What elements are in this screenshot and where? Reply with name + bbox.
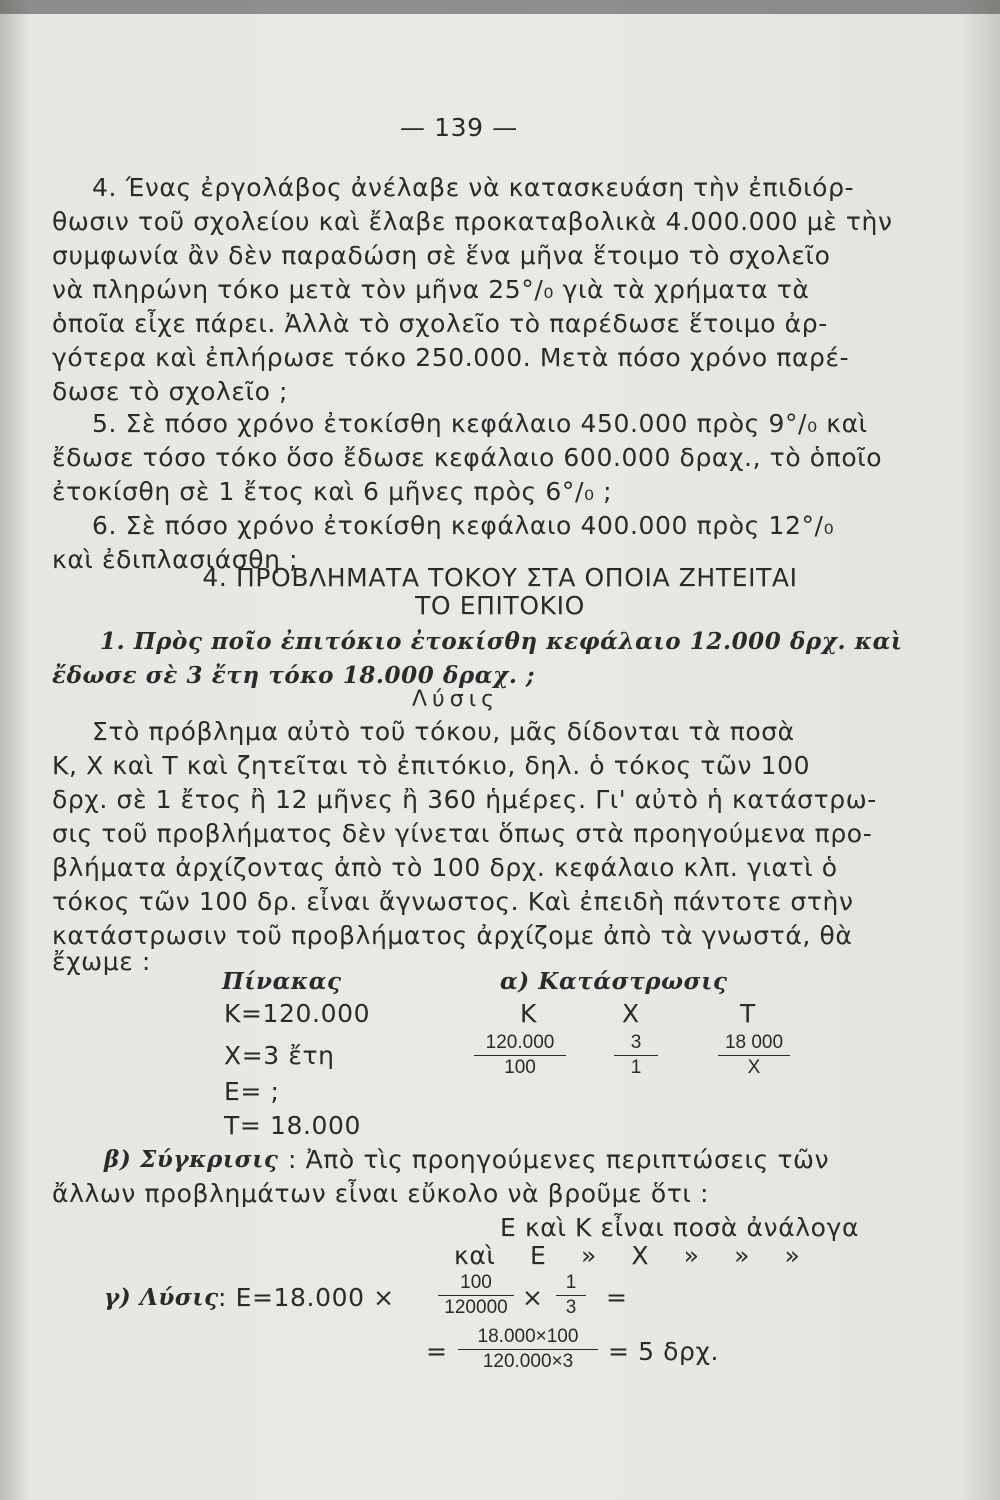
table-row: Κ=120.000: [224, 999, 371, 1028]
calc-result: = 5 δρχ.: [608, 1337, 720, 1366]
fraction-denominator: 120000: [444, 1297, 508, 1318]
problem6-line: 6. Σὲ πόσο χρόνο ἐτοκίσθη κεφάλαιο 400.000 πρὸς 12°/₀: [92, 511, 835, 540]
fraction-numerator: 1: [556, 1272, 586, 1296]
problem4-line: 4. Ένας ἐργολάβος ἀνέλαβε νὰ κατασκευάση τὴν ἐπιδιόρ-: [92, 173, 855, 202]
solution-line: κατάστρωσιν τοῦ προβλήματος ἀρχίζομε ἀπὸ τὰ γνωστά, θὰ: [52, 921, 853, 950]
fraction-numerator: 18.000×100: [458, 1326, 598, 1350]
fraction: [614, 1032, 658, 1079]
katastrosis-header: Τ: [740, 999, 756, 1028]
fraction-denominator: Χ: [747, 1057, 761, 1078]
comparison-line: ἄλλων προβλημάτων εἶναι εὔκολο νὰ βροῦμε ὅτι :: [52, 1179, 709, 1208]
fraction-numerator: 3: [614, 1032, 658, 1056]
fraction-denominator: 100: [504, 1057, 536, 1078]
problem5-line: ἔδωσε τόσο τόκο ὅσο ἔδωσε κεφάλαιο 600.000 δραχ., τὸ ὁποῖο: [52, 443, 883, 472]
fraction-denominator: 1: [630, 1057, 642, 1078]
problem4-line: ὁποῖα εἶχε πάρει. Ἀλλὰ τὸ σχολεῖο τὸ παρέδωσε ἕτοιμο ἀρ-: [52, 309, 828, 338]
example1-line: 1. Πρὸς ποῖο ἐπιτόκιο ἐτοκίσθη κεφάλαιο 12.000 δρχ. καὶ: [100, 628, 903, 655]
solution-line: δρχ. σὲ 1 ἔτος ἢ 12 μῆνες ἢ 360 ἡμέρες. Γι' αὐτὸ ἡ κατάστρω-: [52, 785, 877, 814]
fraction-denominator: 3: [565, 1297, 577, 1318]
table-row: Χ=3 ἔτη: [224, 1041, 335, 1070]
fraction-numerator: 120.000: [474, 1032, 566, 1056]
section-heading: ΤΟ ΕΠΙΤΟΚΙΟ: [415, 591, 585, 620]
table-row: Ε= ;: [224, 1077, 280, 1106]
solution-line: τόκος τῶν 100 δρ. εἶναι ἄγνωστος. Καὶ ἐπειδὴ πάντοτε στὴν: [52, 887, 854, 916]
problem5-line: 5. Σὲ πόσο χρόνο ἐτοκίσθη κεφάλαιο 450.000 πρὸς 9°/₀ καὶ: [92, 409, 868, 438]
katastrosis-header: Κ: [520, 999, 537, 1028]
fraction-denominator: 120.000×3: [482, 1351, 574, 1372]
comparison-line: καὶ Ε » Χ » » »: [454, 1241, 801, 1270]
calc-equals: =: [426, 1337, 448, 1366]
problem4-line: γότερα καὶ ἐπλήρωσε τόκο 250.000. Μετὰ πόσο χρόνο παρέ-: [52, 343, 850, 372]
fraction-numerator: 100: [438, 1272, 514, 1296]
calc-equals: =: [606, 1283, 628, 1312]
problem5-line: ἐτοκίσθη σὲ 1 ἔτος καὶ 6 μῆνες πρὸς 6°/₀ ;: [52, 477, 613, 506]
solution-line: βλήματα ἀρχίζοντας ἀπὸ τὸ 100 δρχ. κεφάλαιο κλπ. γιατὶ ὁ: [52, 853, 838, 882]
comparison-line: : Ἀπὸ τὶς προηγούμενες περιπτώσεις τῶν: [288, 1145, 830, 1174]
problem4-line: δωσε τὸ σχολεῖο ;: [52, 377, 289, 406]
solution-line: Κ, Χ καὶ Τ καὶ ζητεῖται τὸ ἐπιτόκιο, δηλ. ὁ τόκος τῶν 100: [52, 751, 811, 780]
fraction: [718, 1032, 790, 1079]
problem4-line: νὰ πληρώνη τόκο μετὰ τὸν μῆνα 25°/₀ γιὰ τὰ χρήματα τὰ: [52, 275, 810, 304]
fraction: [474, 1032, 566, 1079]
fraction: [458, 1326, 598, 1373]
problem4-line: συμφωνία ἂν δὲν παραδώση σὲ ἕνα μῆνα ἕτοιμο τὸ σχολεῖο: [52, 241, 831, 270]
table-row: Τ= 18.000: [224, 1111, 362, 1140]
page-number: — 139 —: [400, 113, 518, 142]
example1-line: ἔδωσε σὲ 3 ἔτη τόκο 18.000 δραχ. ;: [52, 662, 536, 689]
katastrosis-heading: α) Κατάστρωσις: [500, 968, 728, 995]
comparison-line: Ε καὶ Κ εἶναι ποσὰ ἀνάλογα: [500, 1213, 860, 1242]
solution-label: Λύσις: [412, 687, 500, 712]
solution-line: Στὸ πρόβλημα αὐτὸ τοῦ τόκου, μᾶς δίδονται τὰ ποσὰ: [92, 717, 795, 746]
calc-times: ×: [522, 1283, 544, 1312]
calc-start: : Ε=18.000 ×: [218, 1283, 395, 1312]
problem4-line: θωσιν τοῦ σχολείου καὶ ἔλαβε προκαταβολικὰ 4.000.000 μὲ τὴν: [52, 207, 893, 236]
section-heading: 4. ΠΡΟΒΛΗΜΑΤΑ ΤΟΚΟΥ ΣΤΑ ΟΠΟΙΑ ΖΗΤΕΙΤΑΙ: [202, 563, 798, 592]
solution-line: ἔχωμε :: [52, 947, 151, 976]
scan-edge: [0, 0, 1000, 14]
fraction: [438, 1272, 514, 1319]
table-heading: Πίνακας: [222, 968, 342, 995]
fraction: [556, 1272, 586, 1319]
calc-label: γ) Λύσις: [104, 1284, 219, 1311]
problem6-line: καὶ ἐδιπλασιάσθη ;: [52, 545, 299, 574]
katastrosis-header: Χ: [622, 999, 640, 1028]
comparison-label: β) Σύγκρισις: [104, 1146, 279, 1173]
fraction-numerator: 18 000: [718, 1032, 790, 1056]
solution-line: σις τοῦ προβλήματος δὲν γίνεται ὅπως στὰ προηγούμενα προ-: [52, 819, 873, 848]
